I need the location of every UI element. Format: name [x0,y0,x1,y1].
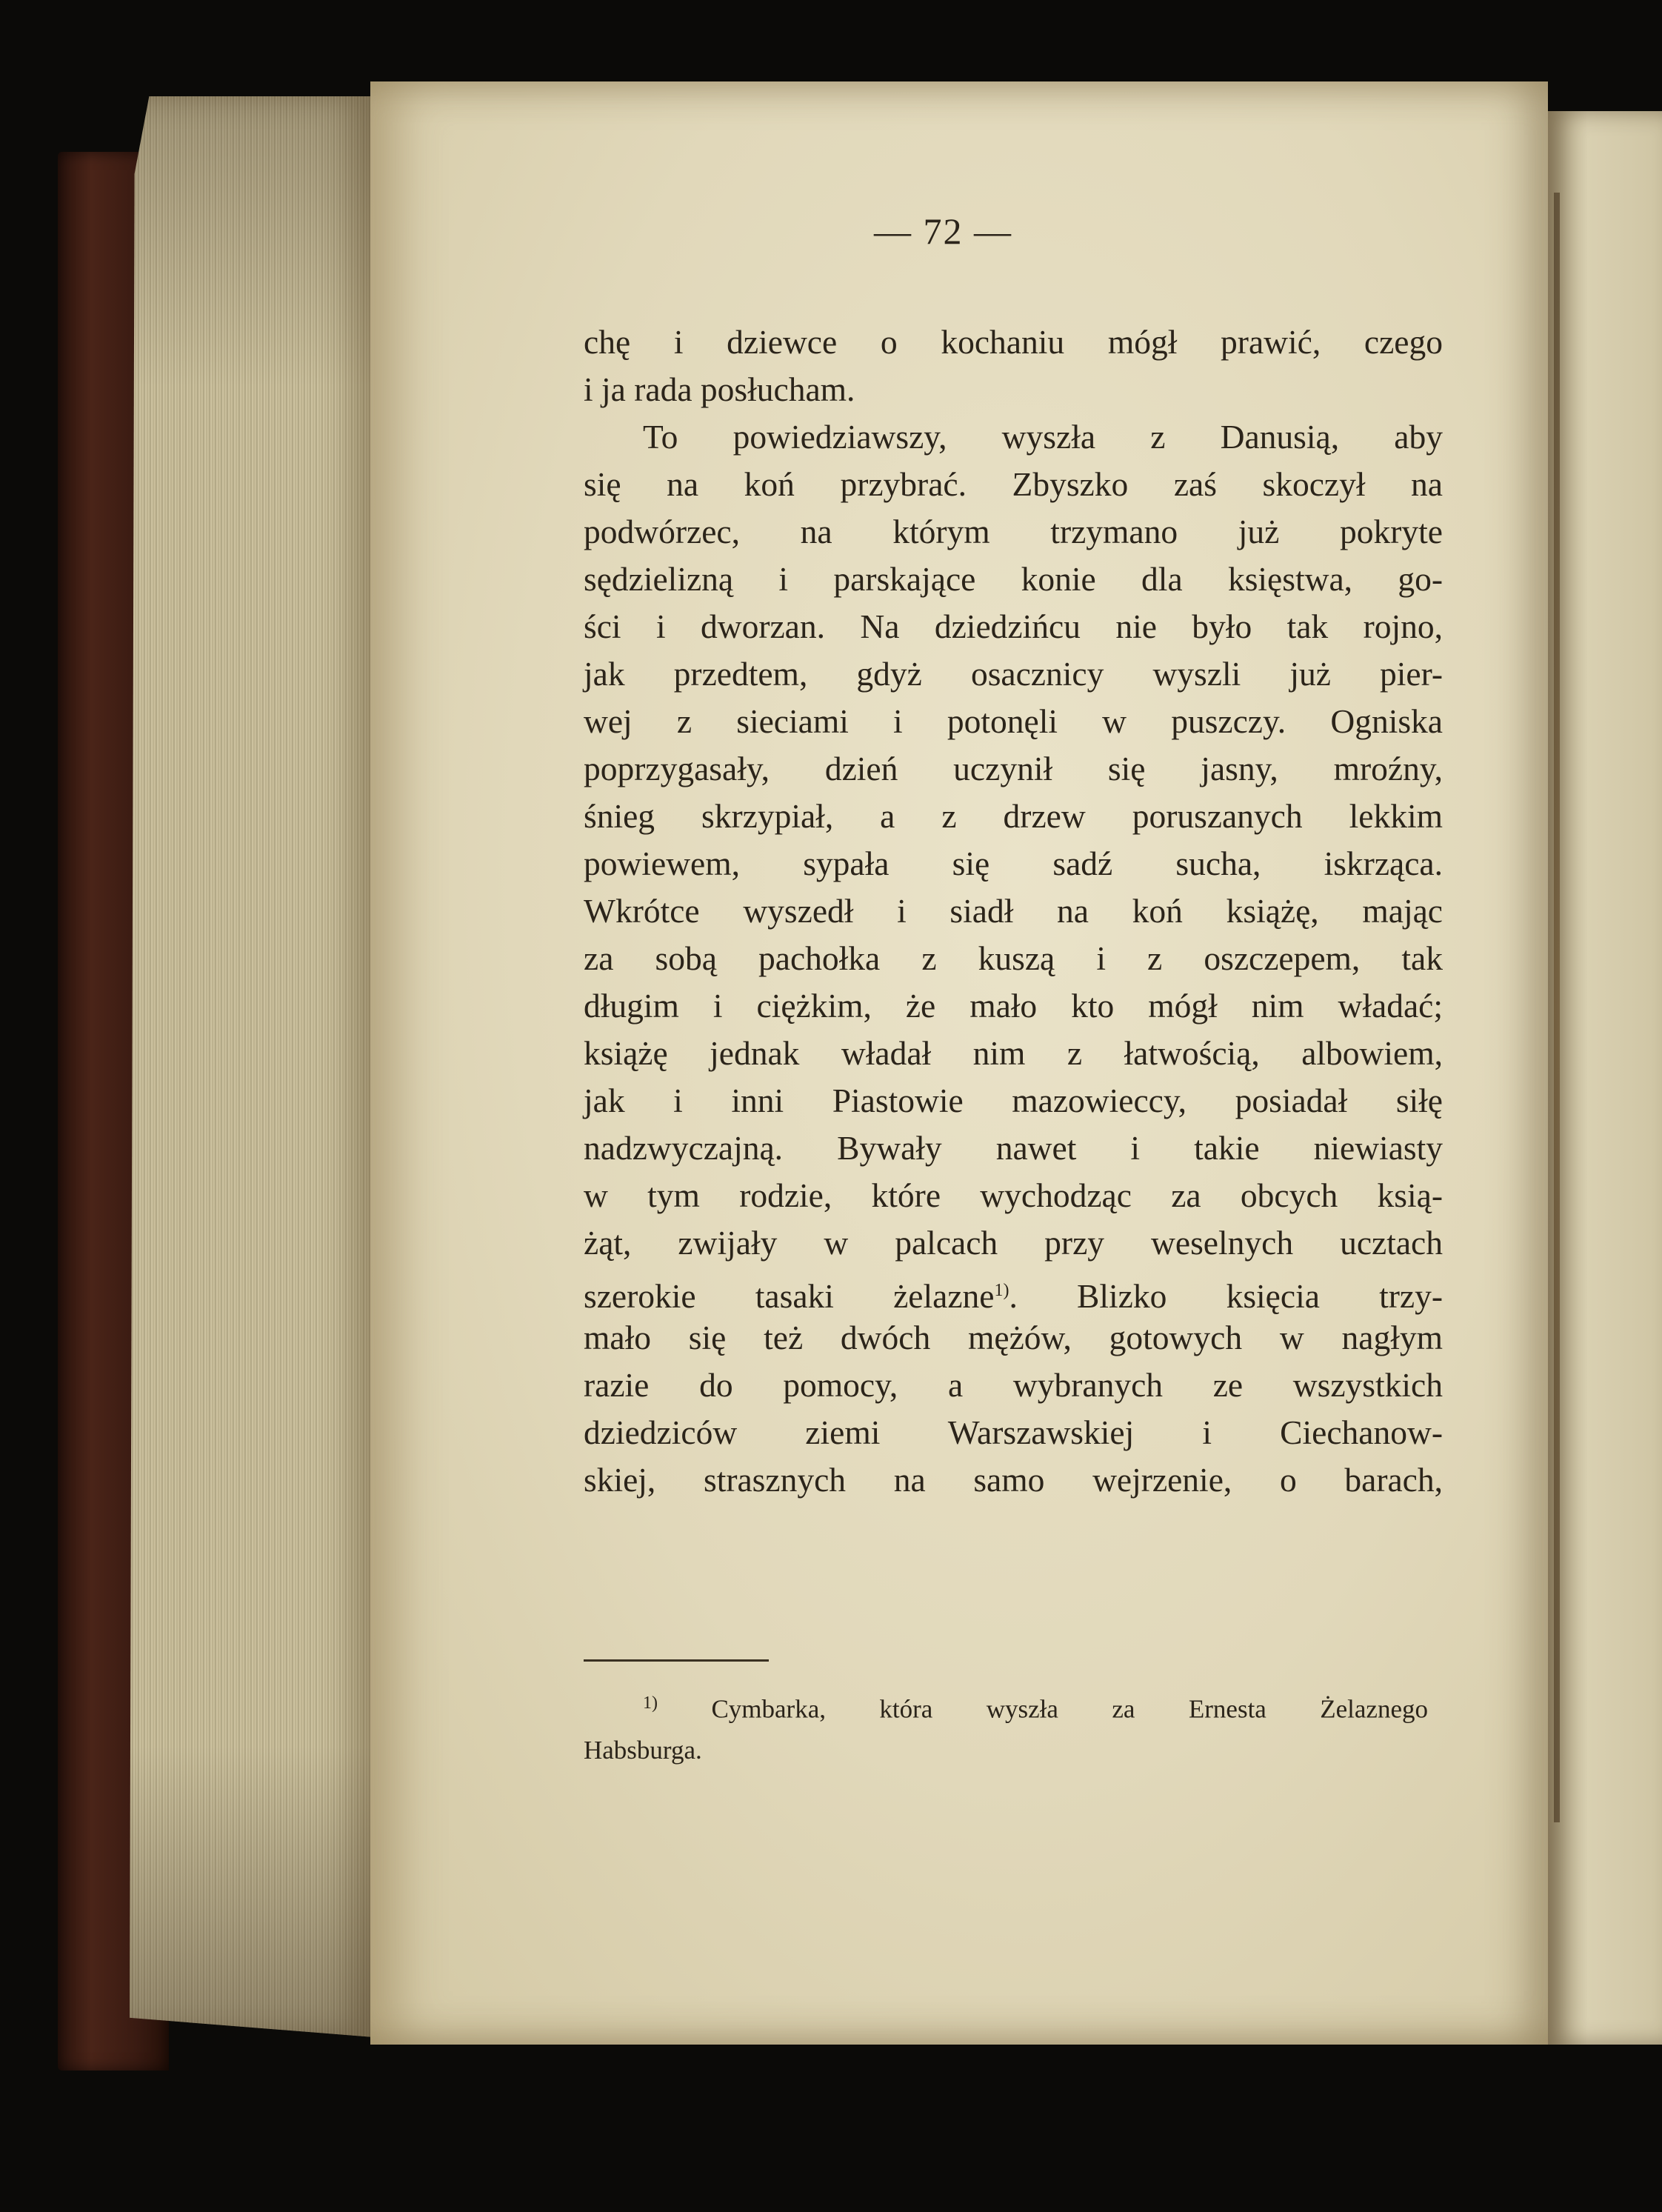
text-line: podwórzec, na którym trzymano już pokryte [584,513,1443,550]
facing-page-edge [1548,111,1662,2045]
text-line: żąt, zwijały w palcach przy weselnych ucztach [584,1224,1443,1262]
footnote-mark: 1) [643,1693,658,1713]
page-number: — 72 — [874,210,1012,252]
text-line: śnieg skrzypiał, a z drzew poruszanych lekkim [584,797,1443,835]
text-line: dziedziców ziemi Warszawskiej i Ciechanow- [584,1413,1443,1451]
text-line-end: . Blizko księcia trzy- [1009,1277,1443,1316]
text-line: Wkrótce wyszedł i siadł na koń książę, mając [584,892,1443,930]
footnote-text: Cymbarka, która wyszła za Ernesta Żelaznego [711,1694,1428,1724]
footnote-reference: 1) [994,1281,1009,1300]
text-line: długim i ciężkim, że mało kto mógł nim władać; [584,987,1443,1025]
text-line: jak i inni Piastowie mazowieccy, posiadał siłę [584,1082,1443,1119]
text-line: razie do pomocy, a wybranych ze wszystkich [584,1366,1443,1404]
text-line: się na koń przybrać. Zbyszko zaś skoczył na [584,465,1443,503]
footnote-separator [584,1659,769,1662]
text-line: ści i dworzan. Na dziedzińcu nie było tak rojno, [584,607,1443,645]
text-line: za sobą pachołka z kuszą i z oszczepem, tak [584,939,1443,977]
footnote-line: Habsburga. [584,1736,702,1765]
page-edges-shadow [130,96,374,2037]
text-line: skiej, strasznych na samo wejrzenie, o barach, [584,1461,1443,1499]
footnote [584,1685,1428,1780]
text-line: powiewem, sypała się sadź sucha, iskrząca. [584,845,1443,882]
body-text [584,319,1443,1504]
text-line: jak przedtem, gdyż osacznicy wyszli już pier- [584,655,1443,693]
text-line: sędzielizną i parskające konie dla księstwa, go- [584,560,1443,598]
text-line: nadzwyczajną. Bywały nawet i takie niewiasty [584,1129,1443,1167]
text-line: książę jednak władał nim z łatwością, albowiem, [584,1034,1443,1072]
gutter-shadow [1554,193,1560,1822]
text-line: w tym rodzie, które wychodząc za obcych ksią- [584,1176,1443,1214]
text-line: wej z sieciami i potonęli w puszczy. Ogniska [584,702,1443,740]
text-line: i ja rada posłucham. [584,370,855,408]
text-line-start: szerokie tasaki żelazne [584,1277,995,1316]
text-line: poprzygasały, dzień uczynił się jasny, mroźny, [584,750,1443,787]
text-line: To powiedziawszy, wyszła z Danusią, aby [643,418,1443,456]
text-line: chę i dziewce o kochaniu mógł prawić, czego [584,323,1443,361]
text-line-with-footnote-ref [584,1267,1443,1314]
text-line: mało się też dwóch mężów, gotowych w nagłym [584,1319,1443,1356]
footnote-line [584,1685,1428,1733]
